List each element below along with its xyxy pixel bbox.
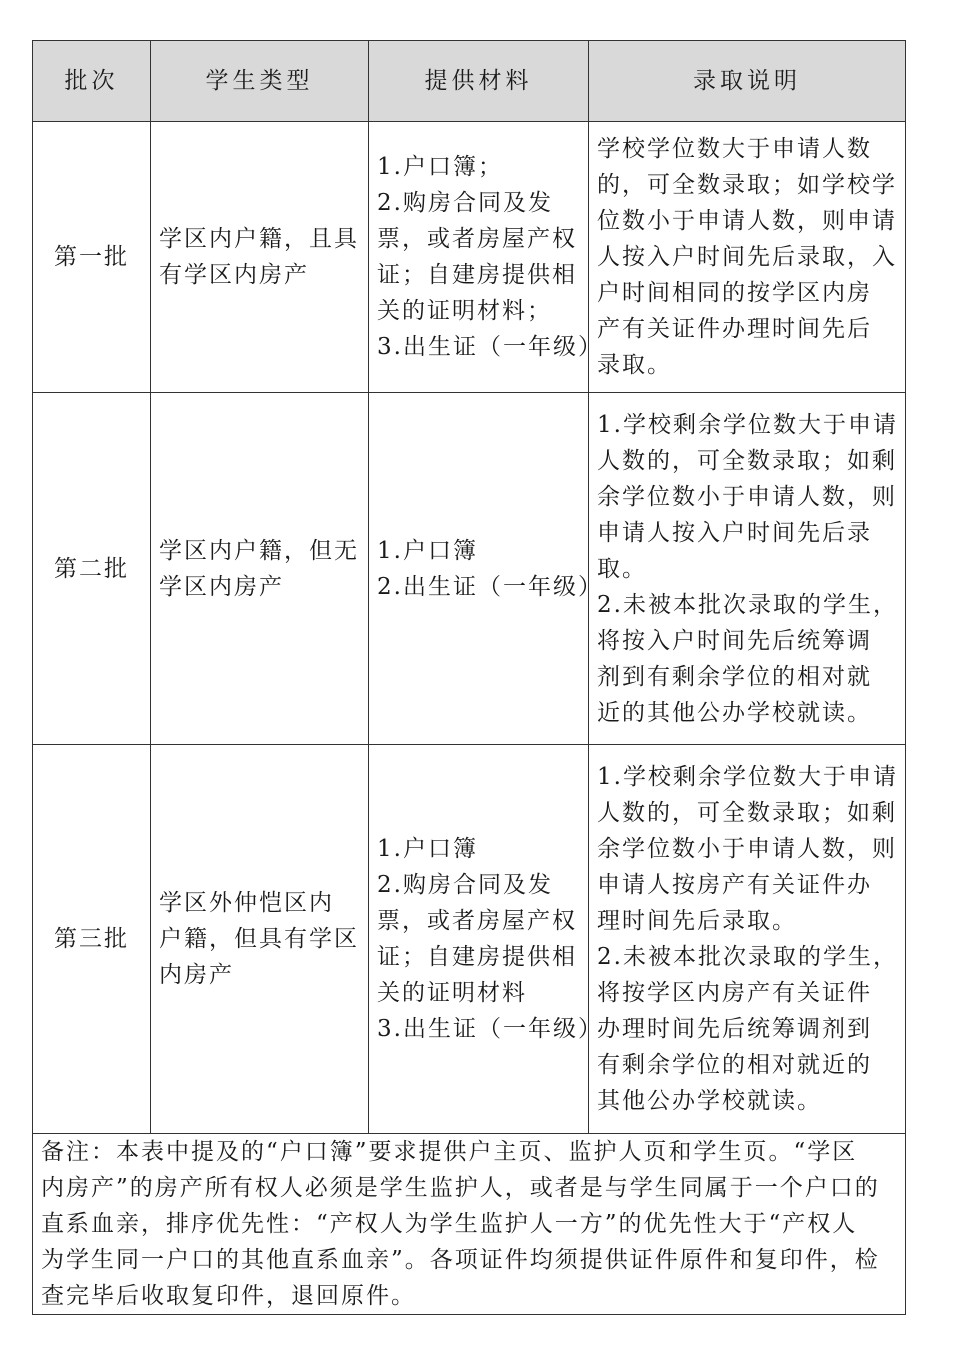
materials-line: 关的证明材料 xyxy=(377,980,527,1006)
notes-line: 办理时间先后统筹调剂到 xyxy=(597,1016,872,1042)
table-row xyxy=(33,122,906,393)
student-type-cell xyxy=(151,393,369,745)
notes-line: 的，可全数录取；如学校学 xyxy=(597,172,897,198)
notes-line: 户时间相同的按学区内房 xyxy=(597,280,872,306)
notes-line: 申请人按入户时间先后录 xyxy=(597,519,872,546)
materials-line: 2.出生证（一年级） xyxy=(377,573,603,600)
materials-line: 1.户口簿 xyxy=(377,836,478,862)
student-type-line: 学区内户籍，但无 xyxy=(159,537,359,564)
materials-line: 票，或者房屋产权 xyxy=(377,908,577,934)
admission-table xyxy=(32,40,906,1315)
materials-cell xyxy=(369,745,603,1134)
remark-line: 查完毕后收取复印件，退回原件。 xyxy=(41,1283,416,1309)
materials-line: 2.购房合同及发 xyxy=(377,872,553,898)
notes-line: 余学位数小于申请人数，则 xyxy=(597,483,897,510)
remark-row xyxy=(33,1134,906,1315)
materials-line: 1.户口簿 xyxy=(377,537,478,564)
materials-line: 3.出生证（一年级） xyxy=(377,1016,603,1042)
notes-cell xyxy=(589,122,906,393)
notes-line: 1.学校剩余学位数大于申请 xyxy=(597,411,898,438)
batch-cell: 第二批 xyxy=(33,393,151,745)
notes-line: 理时间先后录取。 xyxy=(597,908,797,934)
notes-line: 近的其他公办学校就读。 xyxy=(597,699,872,726)
notes-line: 将按学区内房产有关证件 xyxy=(597,980,872,1006)
notes-line: 其他公办学校就读。 xyxy=(597,1088,822,1114)
table-row xyxy=(33,745,906,1134)
remark-cell xyxy=(33,1134,906,1315)
notes-line: 剂到有剩余学位的相对就 xyxy=(597,663,872,690)
notes-line: 位数小于申请人数，则申请 xyxy=(597,208,897,234)
materials-line: 票，或者房屋产权 xyxy=(377,226,577,252)
batch-cell: 第一批 xyxy=(33,122,151,393)
student-type-line: 有学区内房产 xyxy=(159,262,309,288)
notes-cell xyxy=(589,745,906,1134)
notes-line: 录取。 xyxy=(597,352,672,378)
student-type-line: 户籍，但具有学区 xyxy=(159,926,359,952)
remark-line: 备注：本表中提及的“户口簿”要求提供户主页、监护人页和学生页。“学区 xyxy=(41,1139,858,1165)
notes-line: 人数的，可全数录取；如剩 xyxy=(597,447,897,474)
student-type-cell xyxy=(151,745,369,1134)
remark-line: 内房产”的房产所有权人必须是学生监护人，或者是与学生同属于一个户口的 xyxy=(41,1175,880,1201)
materials-line: 3.出生证（一年级） xyxy=(377,334,603,360)
batch-cell: 第三批 xyxy=(33,745,151,1134)
notes-line: 产有关证件办理时间先后 xyxy=(597,316,872,342)
notes-cell xyxy=(589,393,906,745)
notes-line: 将按入户时间先后统筹调 xyxy=(597,627,872,654)
header-notes: 录取说明 xyxy=(589,41,906,122)
notes-line: 2.未被本批次录取的学生， xyxy=(597,944,898,970)
student-type-line: 内房产 xyxy=(159,962,234,988)
materials-line: 证；自建房提供相 xyxy=(377,262,577,288)
student-type-line: 学区内房产 xyxy=(159,573,284,600)
notes-line: 2.未被本批次录取的学生， xyxy=(597,591,898,618)
materials-cell xyxy=(369,393,603,745)
notes-line: 申请人按房产有关证件办 xyxy=(597,872,872,898)
remark-line: 直系血亲，排序优先性：“产权人为学生监护人一方”的优先性大于“产权人 xyxy=(41,1211,858,1237)
notes-line: 有剩余学位的相对就近的 xyxy=(597,1052,872,1078)
table-header-row xyxy=(33,41,906,122)
student-type-line: 学区外仲恺区内 xyxy=(159,890,334,916)
remark-line: 为学生同一户口的其他直系血亲”。各项证件均须提供证件原件和复印件，检 xyxy=(41,1247,880,1273)
header-student-type: 学生类型 xyxy=(151,41,369,122)
header-batch: 批次 xyxy=(33,41,151,122)
materials-line: 1.户口簿； xyxy=(377,154,503,180)
notes-line: 人数的，可全数录取；如剩 xyxy=(597,800,897,826)
materials-line: 关的证明材料； xyxy=(377,298,552,324)
student-type-line: 学区内户籍，且具 xyxy=(159,226,359,252)
notes-line: 余学位数小于申请人数，则 xyxy=(597,836,897,862)
materials-line: 证；自建房提供相 xyxy=(377,944,577,970)
notes-line: 取。 xyxy=(597,555,647,582)
materials-line: 2.购房合同及发 xyxy=(377,190,553,216)
table-row xyxy=(33,393,906,745)
admission-document xyxy=(32,40,905,1315)
student-type-cell xyxy=(151,122,369,393)
header-materials: 提供材料 xyxy=(369,41,589,122)
notes-line: 人按入户时间先后录取，入 xyxy=(597,244,897,270)
notes-line: 1.学校剩余学位数大于申请 xyxy=(597,764,898,790)
materials-cell xyxy=(369,122,603,393)
notes-line: 学校学位数大于申请人数 xyxy=(597,136,872,162)
